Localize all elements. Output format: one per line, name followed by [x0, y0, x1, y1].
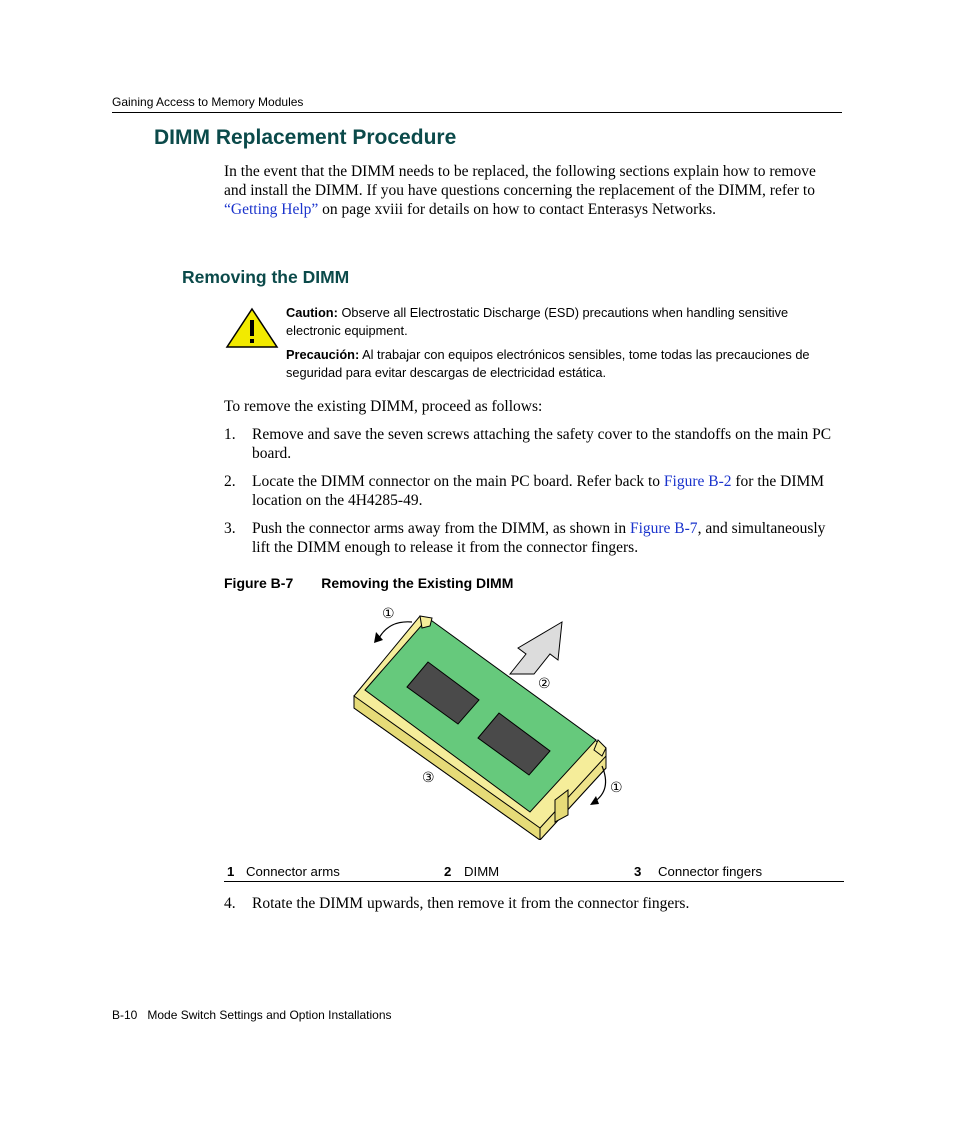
figure-b7-link[interactable]: Figure B-7 — [629, 520, 698, 537]
caution-note — [286, 304, 846, 339]
page-footer — [112, 1008, 392, 1022]
figure-legend — [224, 862, 844, 882]
callout-3: ③ — [422, 770, 435, 786]
intro-text: In the event that the DIMM needs to be replaced, the following sections explain how to remove and install the DIMM. If you have questions concerning the replacement of the DIMM, refer to — [224, 163, 816, 199]
step-4 — [224, 894, 836, 914]
step-number: 3. — [224, 520, 236, 537]
dimm-illustration — [340, 600, 640, 845]
warning-triangle-icon — [225, 307, 279, 354]
getting-help-link[interactable]: “Getting Help” — [224, 201, 319, 218]
footer-title: Mode Switch Settings and Option Installations — [147, 1008, 392, 1022]
page-number: B-10 — [112, 1008, 138, 1022]
procedure-lead: To remove the existing DIMM, proceed as follows: — [224, 398, 543, 415]
step-3 — [224, 519, 836, 557]
step-text: Locate the DIMM connector on the main PC board. Refer back to Figure B-2 for the DIMM location on the 4H4285-49. — [252, 473, 825, 509]
running-head: Gaining Access to Memory Modules — [112, 95, 304, 109]
figure-number: Figure B-7 — [224, 575, 294, 591]
legend-label-2: DIMM — [464, 864, 500, 879]
caution-label: Caution: — [286, 305, 338, 320]
figure-title: Removing the Existing DIMM — [321, 575, 514, 591]
step-number: 4. — [224, 895, 236, 912]
precaucion-note — [286, 346, 846, 381]
step-number: 1. — [224, 426, 236, 443]
intro-text-end: on page xviii for details on how to contact Enterasys Networks. — [318, 201, 717, 218]
step-text: Remove and save the seven screws attaching the safety cover to the standoffs on the main PC board. — [252, 426, 832, 462]
figure-caption — [224, 575, 513, 591]
legend-rule — [224, 881, 844, 882]
precaucion-label: Precaución: — [286, 347, 360, 362]
figure-b2-link[interactable]: Figure B-2 — [663, 473, 732, 490]
callout-1-top: ① — [382, 606, 395, 622]
callout-2: ② — [538, 676, 551, 692]
callout-1-bottom: ① — [610, 780, 623, 796]
subsection-title: Removing the DIMM — [182, 267, 350, 287]
intro-paragraph — [224, 162, 834, 219]
caution-text: Observe all Electrostatic Discharge (ESD) precautions when handling sensitive electronic equipment. — [286, 305, 789, 338]
legend-label-3: Connector fingers — [658, 864, 763, 879]
step-text: Push the connector arms away from the DIMM, as shown in Figure B-7, and simultaneously lift the DIMM enough to release it from the connector fingers. — [252, 520, 826, 556]
lift-arrow — [510, 622, 562, 674]
legend-label-1: Connector arms — [246, 864, 340, 879]
section-title: DIMM Replacement Procedure — [154, 126, 457, 149]
step-number: 2. — [224, 473, 236, 490]
legend-num-3: 3 — [634, 864, 642, 879]
precaucion-text: Al trabajar con equipos electrónicos sensibles, tome todas las precauciones de seguridad para evitar descargas de electricidad estática. — [286, 347, 810, 380]
step-1 — [224, 425, 836, 463]
step-text: Rotate the DIMM upwards, then remove it from the connector fingers. — [252, 895, 690, 912]
legend-num-1: 1 — [227, 864, 235, 879]
connector-arm-top — [420, 616, 432, 628]
header-rule — [112, 112, 842, 113]
step-2 — [224, 472, 836, 510]
legend-num-2: 2 — [444, 864, 452, 879]
